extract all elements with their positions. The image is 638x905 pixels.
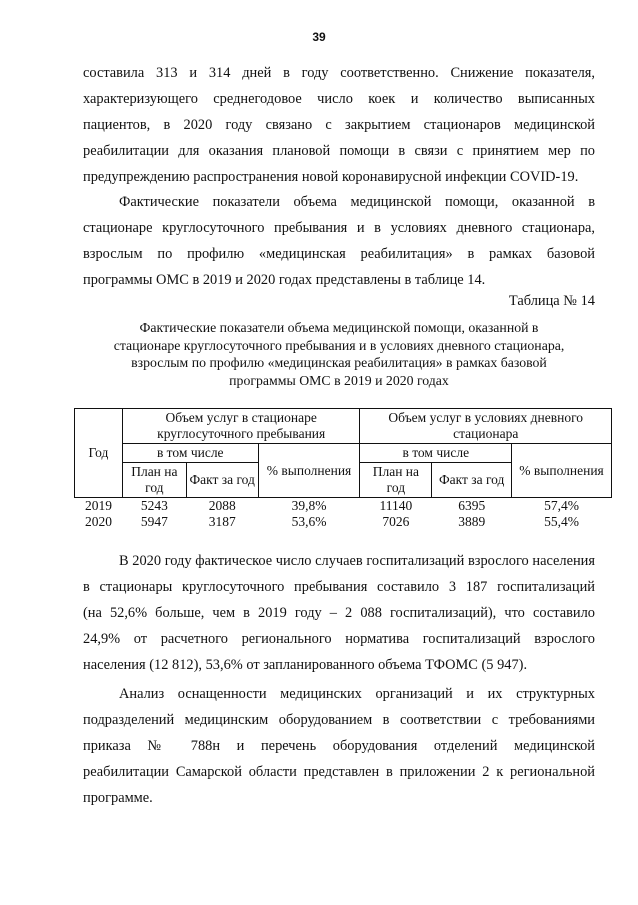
- plan-cell: 5243: [140, 498, 168, 513]
- text-line: характеризующего среднегодовое число коек и количество выписанных: [83, 91, 595, 107]
- text-line: составила 313 и 314 дней в году соответственно. Снижение показателя,: [83, 65, 595, 81]
- text-line: Анализ оснащенности медицинских организаций и их структурных: [119, 686, 595, 702]
- percent-cell: 55,4%: [544, 514, 579, 529]
- paragraph-hospitalizations: [83, 548, 595, 678]
- rehab-volume-table: [74, 408, 612, 530]
- text-line: подразделений медицинским оборудованием в соответствии с требованиями: [83, 712, 595, 728]
- table-number: Таблица № 14: [508, 293, 595, 309]
- text-line: стационаре круглосуточного пребывания и в условиях дневного стационара,: [83, 220, 595, 236]
- fact-cell: 6395: [458, 498, 486, 513]
- paragraph-covid: [83, 60, 595, 190]
- fact-cell: 3889: [458, 514, 486, 529]
- percent-header: % выполнения: [512, 444, 612, 498]
- year-cell: 2019: [84, 498, 112, 513]
- fact-cell: 2088: [208, 498, 236, 513]
- text-line: взрослым по профилю «медицинская реабилитация» в рамках базовой: [83, 246, 595, 262]
- percent-cell: 57,4%: [544, 498, 579, 513]
- plan-cell: 5947: [140, 514, 168, 529]
- paragraph-equipment: [83, 681, 595, 811]
- including-header: в том числе: [360, 444, 512, 463]
- plan-cell: 11140: [379, 498, 413, 513]
- text-line: (на 52,6% больше, чем в 2019 году – 2 088 госпитализаций), что составило: [83, 605, 595, 621]
- text-line: предупреждению распространения новой коронавирусной инфекции COVID-19.: [83, 169, 579, 185]
- table-caption: [83, 319, 595, 389]
- percent-header: % выполнения: [258, 444, 360, 498]
- text-line: пациентов, в 2020 году связано с закрытием стационаров медицинской: [83, 117, 595, 133]
- year-header: Год: [75, 409, 123, 498]
- text-line: приказа № 788н и перечень оборудования отделений медицинской: [83, 738, 595, 754]
- text-line: Фактические показатели объема медицинской помощи, оказанной в: [119, 194, 595, 210]
- caption-line: взрослым по профилю «медицинская реабилитация» в рамках базовой: [131, 355, 547, 370]
- text-line: реабилитации для оказания плановой помощи в связи с принятием мер по: [83, 143, 595, 159]
- caption-line: стационаре круглосуточного пребывания и в условиях дневного стационара,: [113, 337, 565, 353]
- text-line: В 2020 году фактическое число случаев госпитализаций взрослого населения: [119, 553, 595, 569]
- fact-cell: 3187: [208, 514, 236, 529]
- including-header: в том числе: [122, 444, 258, 463]
- table-row: [75, 498, 612, 515]
- caption-line: Фактические показатели объема медицинской помощи, оказанной в: [139, 320, 539, 335]
- text-line: 24,9% от расчетного регионального норматива госпитализаций взрослого: [83, 631, 595, 647]
- page-number: 39: [312, 30, 326, 44]
- table-row: [75, 514, 612, 530]
- year-cell: 2020: [84, 514, 112, 529]
- plan-header: План на год: [122, 463, 186, 498]
- text-line: программы ОМС в 2019 и 2020 годах представлены в таблице 14.: [83, 272, 486, 288]
- fact-header: Факт за год: [186, 463, 258, 498]
- plan-header: План на год: [360, 463, 432, 498]
- fact-header: Факт за год: [432, 463, 512, 498]
- percent-cell: 39,8%: [291, 498, 327, 513]
- plan-cell: 7026: [382, 514, 410, 529]
- inpatient-group-header: Объем услуг в стационаре круглосуточного пребывания: [122, 409, 360, 444]
- percent-cell: 53,6%: [291, 514, 327, 529]
- caption-line: программы ОМС в 2019 и 2020 годах: [229, 372, 449, 388]
- text-line: программе.: [83, 790, 153, 806]
- text-line: населения (12 812), 53,6% от запланированного объема ТФОМС (5 947).: [83, 657, 528, 673]
- paragraph-table-intro: [83, 189, 595, 293]
- text-line: в стационары круглосуточного пребывания составило 3 187 госпитализаций: [83, 579, 595, 595]
- text-line: реабилитации Самарской области представлен в приложении 2 к региональной: [83, 764, 595, 780]
- day-hospital-group-header: Объем услуг в условиях дневного стационара: [360, 409, 612, 444]
